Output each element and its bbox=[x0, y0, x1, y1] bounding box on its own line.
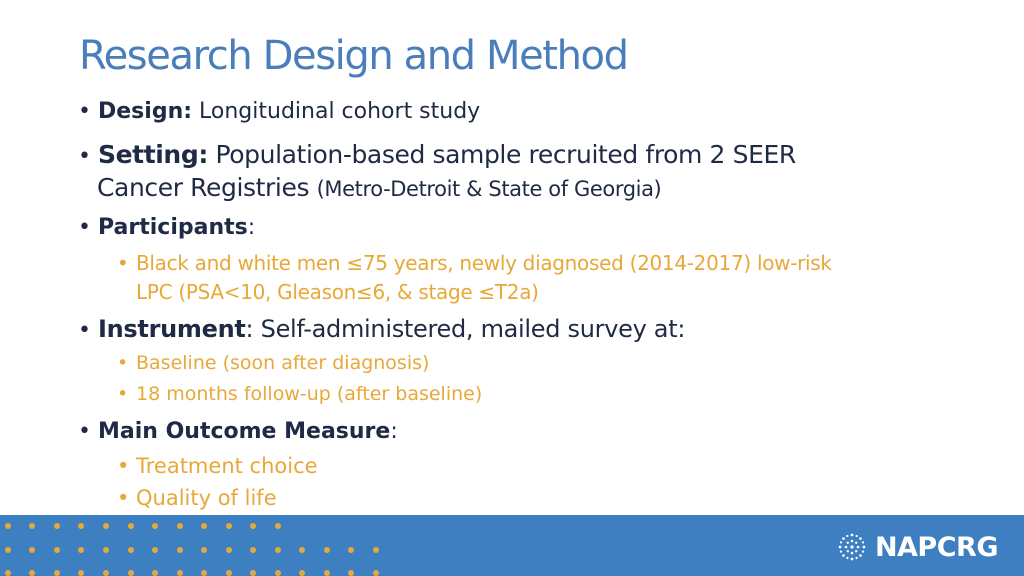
bullet-dot: • bbox=[78, 318, 91, 343]
decorative-dot bbox=[299, 570, 305, 576]
decorative-dot bbox=[275, 547, 281, 553]
bullet-dot: • bbox=[78, 215, 91, 240]
decorative-dot bbox=[128, 570, 134, 576]
bullet-outcome bbox=[78, 419, 398, 444]
decorative-dot bbox=[250, 523, 256, 529]
decorative-dot bbox=[152, 570, 158, 576]
decorative-dot bbox=[29, 547, 35, 553]
slide-title: Research Design and Method bbox=[79, 33, 628, 79]
bullet-design bbox=[78, 99, 480, 124]
setting-text-line1: Population-based sample recruited from 2 SEER bbox=[215, 140, 796, 169]
decorative-dot bbox=[275, 570, 281, 576]
decorative-dot bbox=[78, 570, 84, 576]
decorative-dot bbox=[275, 523, 281, 529]
participants-sub-line2: LPC (PSA<10, Gleason≤6, & stage ≤T2a) bbox=[136, 280, 539, 304]
napcrg-starburst-icon bbox=[835, 530, 869, 564]
decorative-dot bbox=[103, 523, 109, 529]
decorative-dot-pattern bbox=[0, 515, 400, 576]
sub-bullet-dot: • bbox=[117, 251, 129, 275]
sub-bullet-dot: • bbox=[117, 383, 129, 405]
decorative-dot bbox=[373, 570, 379, 576]
decorative-dot bbox=[128, 547, 134, 553]
outcome-colon: : bbox=[390, 419, 398, 444]
napcrg-logo bbox=[835, 532, 998, 562]
decorative-dot bbox=[177, 570, 183, 576]
sub-bullet-participants-cont bbox=[136, 280, 539, 304]
decorative-dot bbox=[250, 570, 256, 576]
decorative-dot bbox=[152, 523, 158, 529]
bullet-setting-cont bbox=[97, 173, 661, 202]
sub-bullet-dot: • bbox=[117, 486, 130, 510]
decorative-dot bbox=[348, 547, 354, 553]
decorative-dot bbox=[201, 523, 207, 529]
sub-bullet-outcome-2 bbox=[117, 486, 277, 510]
decorative-dot bbox=[5, 523, 11, 529]
sub-bullet-dot: • bbox=[117, 454, 130, 478]
decorative-dot bbox=[226, 570, 232, 576]
decorative-dot bbox=[103, 570, 109, 576]
bullet-instrument bbox=[78, 315, 685, 343]
bullet-dot: • bbox=[78, 419, 91, 444]
decorative-dot bbox=[177, 523, 183, 529]
decorative-dot bbox=[226, 523, 232, 529]
decorative-dot bbox=[29, 523, 35, 529]
bullet-dot: • bbox=[78, 144, 91, 169]
decorative-dot bbox=[54, 547, 60, 553]
design-text: Longitudinal cohort study bbox=[199, 99, 481, 124]
setting-text-line2: Cancer Registries bbox=[97, 173, 317, 202]
participants-colon: : bbox=[247, 215, 256, 240]
outcome-sub2: Quality of life bbox=[136, 486, 277, 510]
decorative-dot bbox=[54, 570, 60, 576]
instrument-sub2: 18 months follow-up (after baseline) bbox=[136, 383, 483, 405]
participants-sub-line1: Black and white men ≤75 years, newly diagnosed (2014-2017) low-risk bbox=[136, 251, 832, 275]
decorative-dot bbox=[5, 570, 11, 576]
decorative-dot bbox=[5, 547, 11, 553]
sub-bullet-dot: • bbox=[117, 352, 129, 374]
outcome-sub1: Treatment choice bbox=[136, 454, 318, 478]
instrument-label: Instrument bbox=[98, 315, 246, 343]
decorative-dot bbox=[29, 570, 35, 576]
decorative-dot bbox=[348, 570, 354, 576]
decorative-dot bbox=[128, 523, 134, 529]
decorative-dot bbox=[78, 547, 84, 553]
participants-label: Participants bbox=[98, 215, 248, 240]
decorative-dot bbox=[324, 570, 330, 576]
instrument-text: : Self-administered, mailed survey at: bbox=[245, 315, 686, 343]
logo-text: NAPCRG bbox=[874, 531, 998, 563]
bullet-participants bbox=[78, 215, 255, 240]
decorative-dot bbox=[201, 570, 207, 576]
sub-bullet-instrument-1 bbox=[117, 352, 429, 374]
decorative-dot bbox=[226, 547, 232, 553]
decorative-dot bbox=[103, 547, 109, 553]
decorative-dot bbox=[373, 547, 379, 553]
design-label: Design: bbox=[98, 99, 193, 124]
decorative-dot bbox=[201, 547, 207, 553]
setting-label: Setting: bbox=[98, 140, 208, 169]
bullet-setting bbox=[78, 140, 796, 169]
decorative-dot bbox=[54, 523, 60, 529]
decorative-dot bbox=[152, 547, 158, 553]
decorative-dot bbox=[299, 547, 305, 553]
sub-bullet-outcome-1 bbox=[117, 454, 318, 478]
decorative-dot bbox=[324, 547, 330, 553]
instrument-sub1: Baseline (soon after diagnosis) bbox=[136, 352, 430, 374]
sub-bullet-instrument-2 bbox=[117, 383, 482, 405]
bullet-dot: • bbox=[78, 99, 91, 124]
sub-bullet-participants bbox=[117, 251, 832, 275]
decorative-dot bbox=[250, 547, 256, 553]
decorative-dot bbox=[177, 547, 183, 553]
setting-text-paren: (Metro-Detroit & State of Georgia) bbox=[316, 177, 662, 201]
decorative-dot bbox=[78, 523, 84, 529]
outcome-label: Main Outcome Measure bbox=[98, 419, 391, 444]
